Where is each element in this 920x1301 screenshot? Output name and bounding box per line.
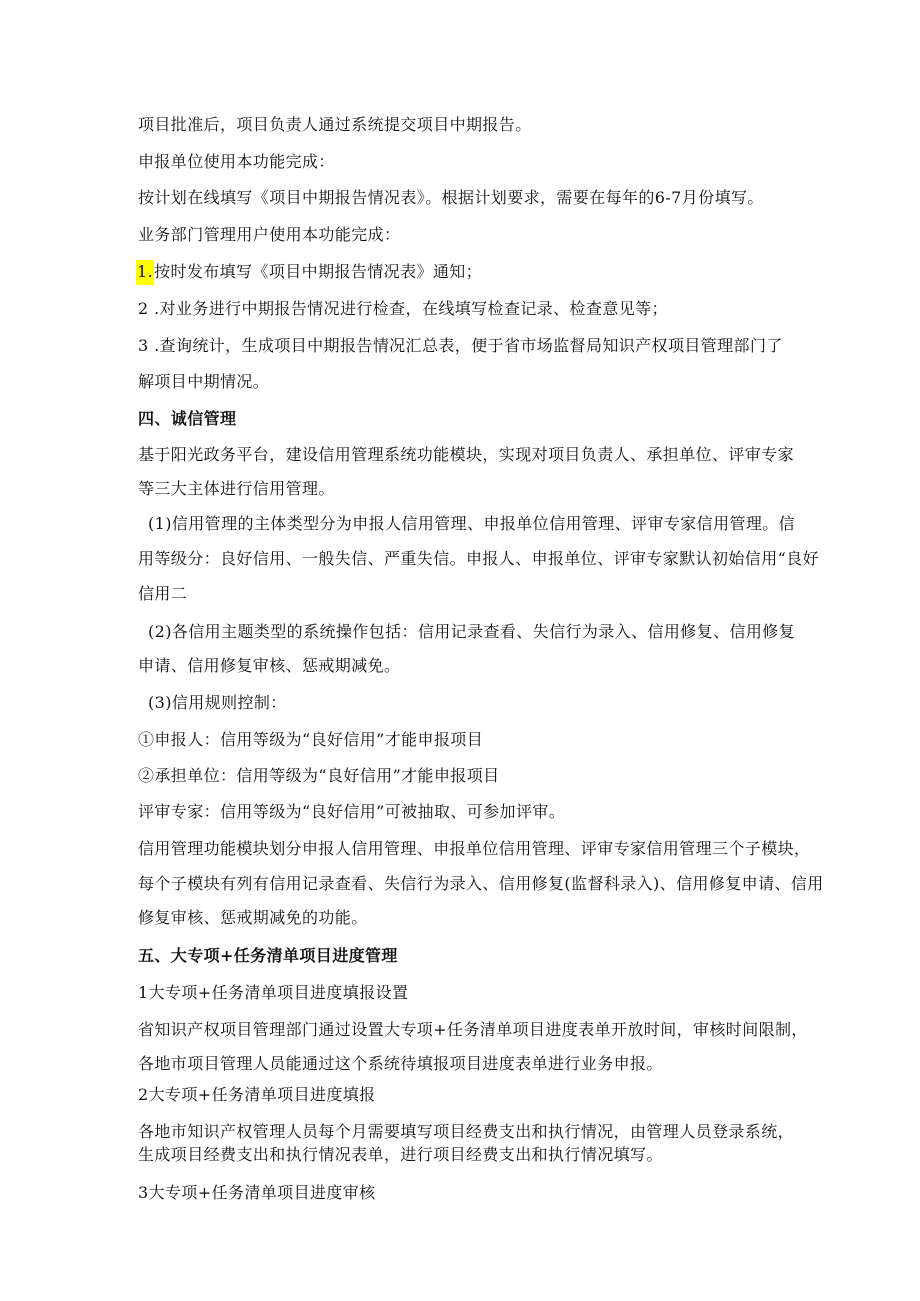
list-item: 2 .对业务进行中期报告情况进行检查，在线填写检查记录、检查意见等； xyxy=(138,299,668,318)
paragraph-line: (1)信用管理的主体类型分为申报人信用管理、申报单位信用管理、评审专家信用管理。信 xyxy=(148,514,796,533)
paragraph-line: 生成项目经费支出和执行情况表单，进行项目经费支出和执行情况填写。 xyxy=(138,1145,663,1164)
paragraph-line: 用等级分：良好信用、一般失信、严重失信。申报人、申报单位、评审专家默认初始信用“良好 xyxy=(138,549,819,568)
paragraph-line: 各地市项目管理人员能通过这个系统待填报项目进度表单进行业务申报。 xyxy=(138,1054,663,1073)
highlighted-number: 1. xyxy=(136,260,154,285)
paragraph-line: 解项目中期情况。 xyxy=(138,372,270,391)
paragraph-line: 修复审核、惩戒期减免的功能。 xyxy=(138,908,368,927)
paragraph-line: ①申报人：信用等级为“良好信用”才能申报项目 xyxy=(138,730,484,749)
paragraph-line: 申报单位使用本功能完成： xyxy=(138,152,335,171)
paragraph-line: 申请、信用修复审核、惩戒期减免。 xyxy=(138,656,401,675)
paragraph-line: 每个子模块有列有信用记录查看、失信行为录入、信用修复(监督科录入)、信用修复申请、信用 xyxy=(138,874,824,893)
list-item-text: 按时发布填写《项目中期报告情况表》通知； xyxy=(154,262,483,281)
paragraph-line: 按计划在线填写《项目中期报告情况表》。根据计划要求，需要在每年的6-7月份填写。 xyxy=(138,188,764,207)
list-item: 3 .查询统计，生成项目中期报告情况汇总表，便于省市场监督局知识产权项目管理部门了 xyxy=(138,336,783,355)
paragraph-line: 信用二 xyxy=(138,584,188,603)
paragraph-line: 3大专项+任务清单项目进度审核 xyxy=(138,1183,376,1202)
list-item xyxy=(136,262,482,282)
paragraph-line: (2)各信用主题类型的系统操作包括：信用记录查看、失信行为录入、信用修复、信用修复 xyxy=(148,622,796,641)
section-heading: 五、大专项+任务清单项目进度管理 xyxy=(138,946,398,965)
paragraph-line: 业务部门管理用户使用本功能完成： xyxy=(138,225,401,244)
paragraph-line: 信用管理功能模块划分申报人信用管理、申报单位信用管理、评审专家信用管理三个子模块， xyxy=(138,839,811,858)
paragraph-line: 项目批准后，项目负责人通过系统提交项目中期报告。 xyxy=(138,115,532,134)
paragraph-line: (3)信用规则控制： xyxy=(148,693,287,712)
section-heading: 四、诚信管理 xyxy=(138,409,237,428)
paragraph-line: 各地市知识产权管理人员每个月需要填写项目经费支出和执行情况，由管理人员登录系统， xyxy=(138,1122,795,1141)
paragraph-line: 2大专项+任务清单项目进度填报 xyxy=(138,1085,376,1104)
paragraph-line: ②承担单位：信用等级为“良好信用”才能申报项目 xyxy=(138,766,500,785)
paragraph-line: 省知识产权项目管理部门通过设置大专项+任务清单项目进度表单开放时间，审核时间限制， xyxy=(138,1020,808,1039)
paragraph-line: 评审专家：信用等级为“良好信用”可被抽取、可参加评审。 xyxy=(138,802,566,821)
paragraph-line: 等三大主体进行信用管理。 xyxy=(138,479,335,498)
paragraph-line: 基于阳光政务平台，建设信用管理系统功能模块，实现对项目负责人、承担单位、评审专家 xyxy=(138,445,795,464)
paragraph-line: 1大专项+任务清单项目进度填报设置 xyxy=(138,983,409,1002)
